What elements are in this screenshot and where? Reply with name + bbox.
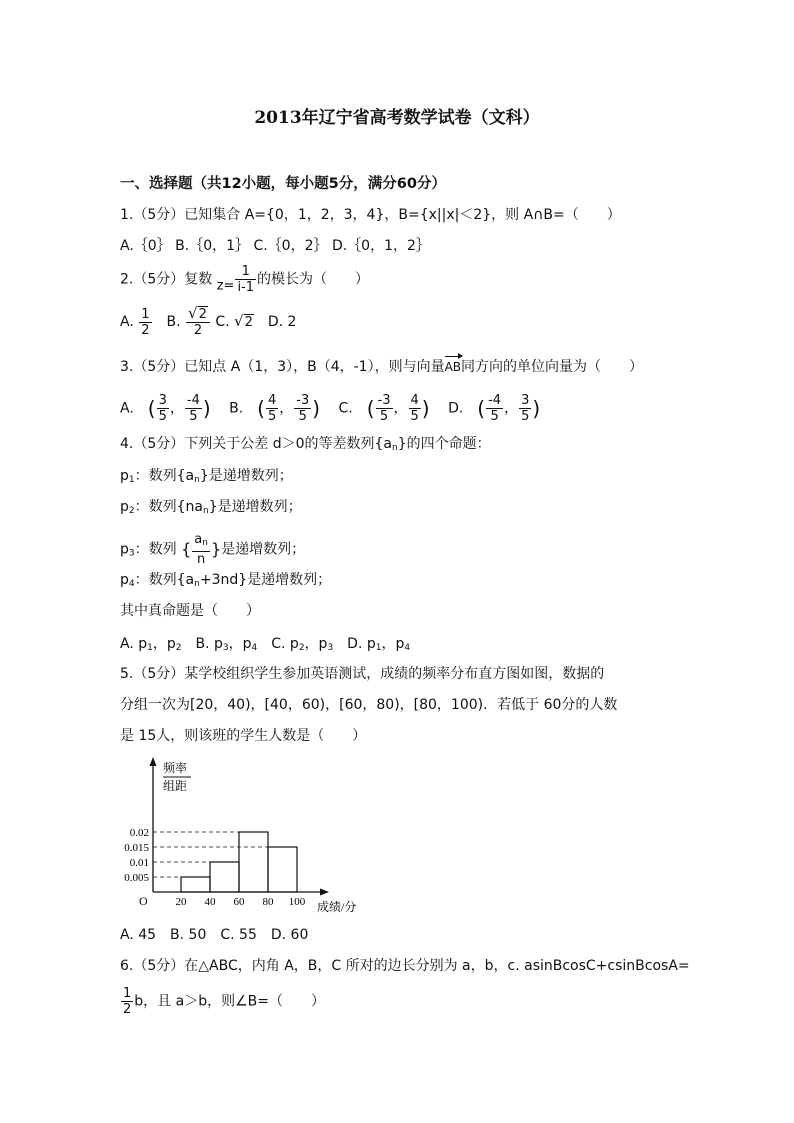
x-tick-label: 100 (288, 896, 306, 908)
q2-stem: 2.（5分）复数 z= $\frac{1}{i-1}$ 的模长为（ ） (120, 264, 370, 295)
q3-stem: 3.（5分）已知点 A（1，3），B（4，-1），则与向量AB同方向的单位向量为（ ） (120, 359, 644, 375)
q6-fraction: $\frac{1}{2}$ (123, 986, 132, 1017)
y-tick-label: 0.015 (124, 842, 149, 854)
y-tick-label: 0.005 (124, 872, 149, 884)
y-tick-label: 0.01 (129, 857, 149, 869)
q5-line-3: 是 15人，则该班的学生人数是（ ） (120, 728, 367, 744)
q6-line-2: $\frac{1}{2}$ b，且 a＞b，则∠B=（ ） (123, 986, 325, 1017)
q4-proposition-1: $p_1$：数列$\{a_n\}$是递增数列； (120, 468, 293, 485)
q2-option-b-fraction: $\frac{√2}{2}$ (186, 306, 210, 338)
q2-fraction: $\frac{1}{i-1}$ (237, 264, 255, 295)
frequency-histogram (115, 755, 375, 917)
y-label-top: 频率 (163, 761, 188, 775)
x-tick-label: 80 (262, 896, 274, 908)
x-tick-label: 60 (233, 896, 245, 908)
q4-proposition-3: $p_3$：数列 { $\frac{a_n}{n}$ }是递增数列； (120, 532, 306, 567)
x-tick-label: 40 (204, 896, 216, 908)
q4-ask: 其中真命题是（ ） (120, 603, 260, 619)
q5-line-2: 分组一次为[20，40)，[40，60)，[60，80)，[80，100)．若低于 60分的人数 (120, 697, 618, 713)
histogram-bar-[80,100) (268, 847, 297, 892)
q1-stem: 1.（5分）已知集合 A={0，1，2，3，4}，B={x||x|＜2}，则 A∩B=（ ） (120, 207, 621, 223)
origin-label: O (139, 894, 148, 908)
vector-ab: AB (445, 357, 461, 377)
q5-line-1: 5.（5分）某学校组织学生参加英语测试，成绩的频率分布直方图如图，数据的 (120, 666, 605, 682)
q4-proposition-4: $p_4$：数列$\{a_n+3nd\}$是递增数列； (120, 572, 332, 589)
q4-proposition-2: $p_2$：数列$\{na_n\}$是递增数列； (120, 499, 302, 516)
x-axis-arrow (320, 889, 329, 896)
y-label-bottom: 组距 (163, 779, 188, 793)
page-title: 2013年辽宁省高考数学试卷（文科） (254, 108, 540, 128)
q2-option-c-root: √2 (234, 312, 253, 330)
q4-options: A. $p_1$，$p_2$ B. $p_3$，$p_4$ C. $p_2$，$p_3$ D. $p_1$，$p_4$ (120, 636, 411, 653)
q1-options: A.｛0｝ B.｛0，1｝ C.｛0，2｝ D.｛0，1，2｝ (120, 238, 430, 254)
q6-line-1: 6.（5分）在△ABC，内角 A，B，C 所对的边长分别为 a，b，c. asinBcosC+csinBcosA= (120, 958, 690, 974)
q3-options: A. ( $\frac{3}{5}$ ， $\frac{-4}{5}$ ) B. ( $\frac{4}{5}$ ， $\frac{-3}{5}$ ) C. ( $\frac{-3}{5}$ ， $\frac{4}{5}$ ) D. ( $\frac{-4}{5}$ ， $\frac{3}{5}$ ) (120, 393, 541, 424)
q5-options: A. 45 B. 50 C. 55 D. 60 (120, 927, 309, 943)
histogram-bar-[20,40) (181, 877, 210, 892)
y-tick-label: 0.02 (129, 827, 149, 839)
section-heading: 一、选择题（共12小题，每小题5分，满分60分） (120, 176, 446, 192)
q2-options: A. $\frac{1}{2}$ B. $\frac{√2}{2}$ C. √2 D. 2 (120, 304, 297, 338)
histogram-bar-[40,60) (210, 862, 239, 892)
x-axis-label: 成绩/分 (317, 900, 357, 914)
q4-stem: 4.（5分）下列关于公差 d＞0的等差数列$\{a_n\}$的四个命题： (120, 436, 491, 453)
y-axis-arrow (150, 757, 157, 766)
histogram-bar-[60,80) (239, 832, 268, 892)
q2-option-a-fraction: $\frac{1}{2}$ (141, 306, 150, 338)
x-tick-label: 20 (175, 896, 187, 908)
